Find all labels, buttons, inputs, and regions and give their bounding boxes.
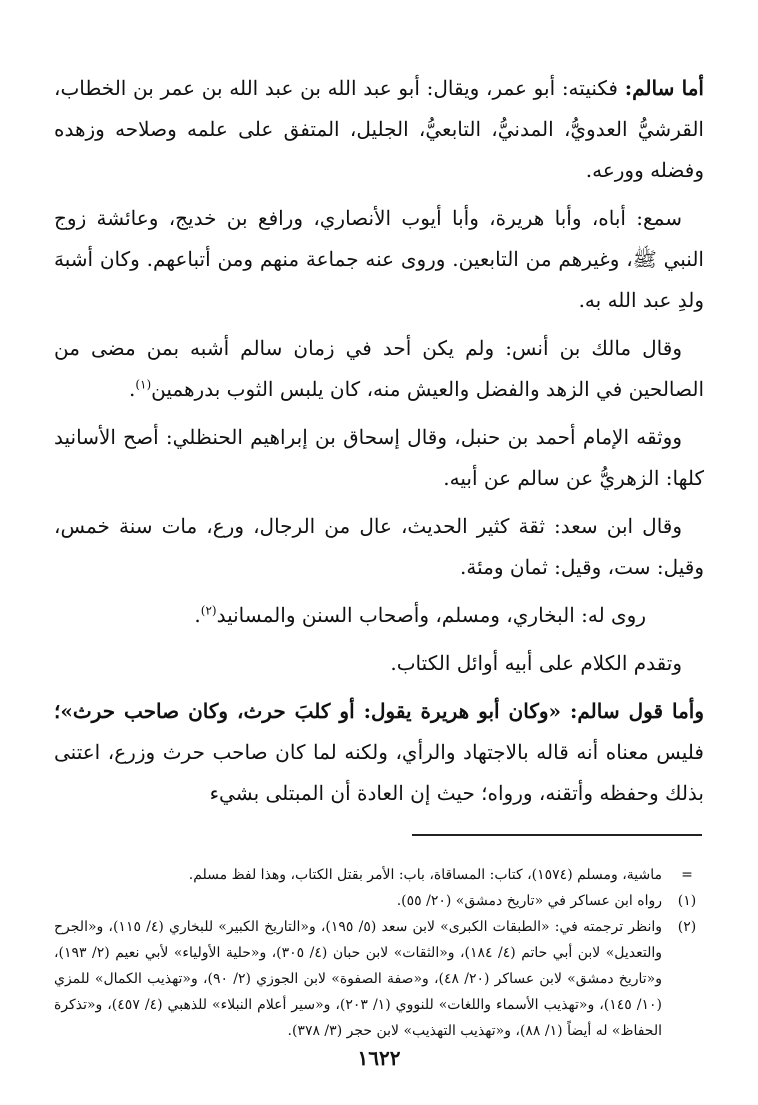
- paragraph-text: وقال مالك بن أنس: ولم يكن أحد في زمان سالم أشبه بمن مضى من الصالحين في الزهد والفضل والعيش منه، كان يلبس الثوب بدرهمين: [54, 336, 704, 401]
- footnote-text: رواه ابن عساكر في «تاريخ دمشق» (٢٠/ ٥٥).: [396, 893, 662, 909]
- bold-lead: أما سالم:: [624, 76, 704, 100]
- footnote-text: ماشية، ومسلم (١٥٧٤)، كتاب: المساقاة، باب: الأمر بقتل الكتاب، وهذا لفظ مسلم.: [188, 867, 662, 883]
- paragraph-text: وقال ابن سعد: ثقة كثير الحديث، عال من الرجال، ورع، مات سنة خمس، وقيل: ست، وقيل: ثمان ومئة.: [54, 514, 704, 579]
- footnote-1: [54, 888, 704, 914]
- footnote-number: =: [681, 867, 693, 883]
- footnote-continued: [54, 862, 704, 888]
- footnote-2: [54, 914, 704, 1044]
- paragraph-ahmad-tawthiq: [54, 417, 704, 499]
- footnote-divider: [412, 834, 702, 836]
- paragraph-ibn-saad: [54, 506, 704, 588]
- paragraph-end: .: [128, 377, 136, 401]
- footnote-number: (١): [677, 893, 697, 909]
- paragraph-text: فليس معناه أنه قاله بالاجتهاد والرأي، ولكنه لما كان صاحب حرث وزرع، اعتنى بذلك وحفظه وأتقنه، ورواه؛ حيث إن العادة أن المبتلى بشيء: [54, 740, 704, 805]
- footnote-ref-1[interactable]: (١): [135, 377, 152, 392]
- footnotes: [54, 862, 704, 1044]
- bold-lead: وأما قول سالم: «وكان أبو هريرة يقول: أو كلبَ حرث، وكان صاحب حرث»؛: [54, 699, 704, 723]
- paragraph-salim-kunya: [54, 68, 704, 191]
- page-number: ١٦٢٢: [357, 1046, 401, 1070]
- paragraph-father-note: [54, 643, 704, 684]
- paragraph-text: سمع: أباه، وأبا هريرة، وأبا أيوب الأنصاري، ورافع بن خديج، وعائشة زوج النبي ﷺ، وغيرهم من التابعين. وروى عنه جماعة منهم ومن أتباعهم. وكان أشبهَ ولدِ عبد الله به.: [54, 206, 704, 312]
- paragraph-malik-quote: [54, 328, 704, 410]
- paragraph-text: روى له: البخاري، ومسلم، وأصحاب السنن والمسانيد: [216, 603, 646, 627]
- paragraph-narrators: [54, 595, 704, 636]
- paragraph-text: فكنيته: أبو عمر، ويقال: أبو عبد الله بن عبد الله بن عمر بن الخطاب، القرشيُّ العدويُّ، المدنيُّ، التابعيُّ، الجليل، المتفق على علمه وصلاحه وزهده وفضله وورعه.: [54, 76, 704, 182]
- footnote-text: وانظر ترجمته في: «الطبقات الكبرى» لابن سعد (٥/ ١٩٥)، و«التاريخ الكبير» للبخاري (٤/ ١١٥)، و«الجرح والتعديل» لابن أبي حاتم (٤/ ١٨٤)، و«الثقات» لابن حبان (٤/ ٣٠٥)، و«حلية الأولياء» لأبي نعيم (٢/ ١٩٣)، و«تاريخ دمشق» لابن عساكر (٢٠/ ٤٨)، و«صفة الصفوة» لابن الجوزي (٢/ ٩٠)، و«تهذيب الكمال» للمزي (١٠/ ١٤٥)، و«تهذيب الأسماء واللغات» للنووي (١/ ٢٠٣)، و«سير أعلام النبلاء» للذهبي (٤/ ٤٥٧)، و«تذكرة الحفاظ» له أيضاً (١/ ٨٨)، و«تهذيب التهذيب» لابن حجر (٣/ ٣٧٨).: [54, 919, 663, 1039]
- footnote-number: (٢): [677, 919, 697, 935]
- paragraph-abu-hurayra: [54, 691, 704, 814]
- paragraph-teachers: [54, 198, 704, 321]
- paragraph-text: ووثقه الإمام أحمد بن حنبل، وقال إسحاق بن إبراهيم الحنظلي: أصح الأسانيد كلها: الزهريُّ عن سالم عن أبيه.: [54, 425, 704, 490]
- paragraph-text: وتقدم الكلام على أبيه أوائل الكتاب.: [390, 651, 682, 675]
- footnote-ref-2[interactable]: (٢): [200, 603, 217, 618]
- paragraph-end: .: [194, 603, 201, 627]
